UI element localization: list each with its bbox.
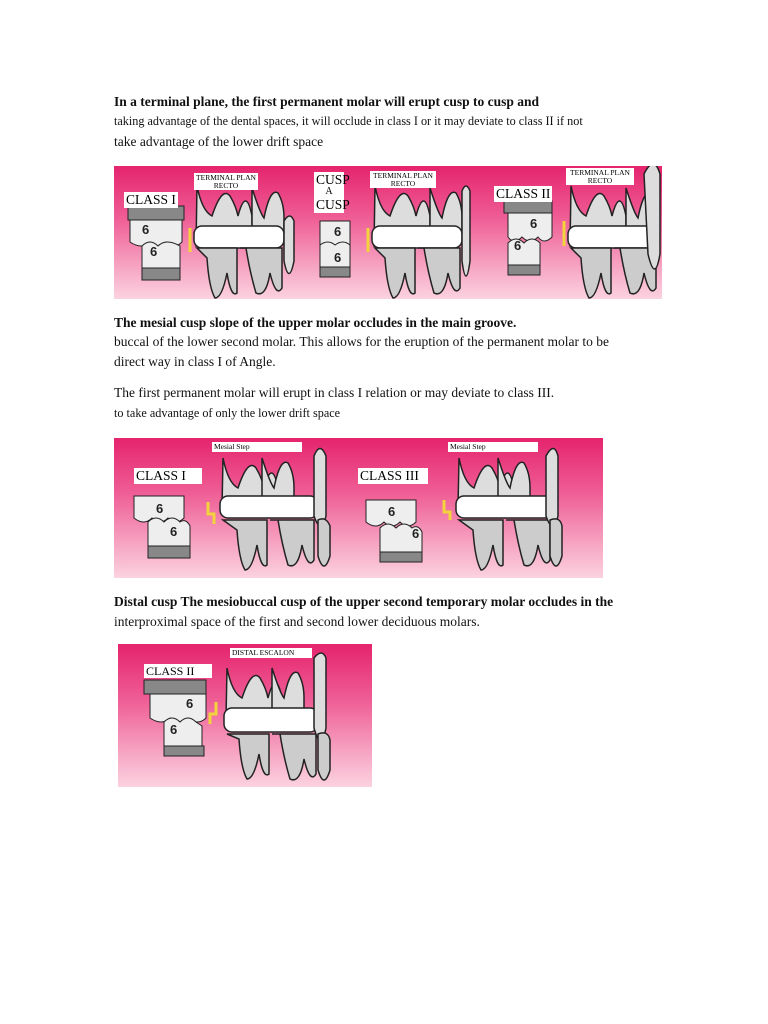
molar-number: 6	[170, 722, 178, 737]
molar-number: 6	[186, 696, 194, 711]
tooth-row-2	[372, 186, 470, 298]
figure-terminal-plane	[114, 166, 662, 299]
label-terminal-plan-1: TERMINAL PLAN RECTO	[194, 173, 258, 190]
tooth-row-4	[220, 449, 330, 571]
label-class-ii: CLASS II	[144, 664, 212, 678]
paragraph-3-line-1: The first permanent molar will erupt in class I relation or may deviate to class III.	[114, 385, 555, 400]
tooth-row-5	[456, 449, 562, 571]
molar-number: 6	[514, 238, 522, 253]
label-class-i: CLASS I	[134, 468, 202, 484]
paragraph-3-line-2: to take advantage of only the lower drift space	[114, 406, 341, 420]
label-class-ii: CLASS II	[496, 186, 551, 201]
tooth-row-1	[194, 186, 294, 298]
molar-number: 6	[388, 504, 396, 519]
paragraph-1-line-2: taking advantage of the dental spaces, it will occlude in class I or it may deviate to class II if not	[114, 114, 583, 128]
tooth-row-3	[568, 166, 660, 298]
label-terminal-plan-2: TERMINAL PLAN RECTO	[370, 171, 436, 188]
molar-block-class-i	[128, 206, 184, 280]
figure-distal-step	[118, 644, 372, 787]
label-class-i: CLASS I	[126, 192, 176, 207]
molar-number: 6	[142, 222, 150, 237]
molar-number: 6	[334, 250, 342, 265]
figure-mesial-step	[114, 438, 603, 578]
paragraph-2-line-3: direct way in class I of Angle.	[114, 354, 276, 369]
molar-number: 6	[412, 526, 420, 541]
label-class-iii: CLASS III	[358, 468, 428, 484]
paragraph-2-heading: The mesial cusp slope of the upper molar occludes in the main groove.	[114, 315, 517, 330]
label-terminal-plan-3: TERMINAL PLAN RECTO	[566, 168, 634, 185]
molar-number: 6	[156, 501, 164, 516]
molar-number: 6	[150, 244, 158, 259]
molar-number: 6	[334, 224, 342, 239]
paragraph-1-line-3: take advantage of the lower drift space	[114, 134, 324, 149]
paragraph-1-heading: In a terminal plane, the first permanent molar will erupt cusp to cusp and	[114, 94, 540, 109]
paragraph-4-heading: Distal cusp The mesiobuccal cusp of the upper second temporary molar occludes in the	[114, 594, 614, 609]
tooth-row-6	[224, 653, 330, 780]
label-mesial-step-1: Mesial Step	[212, 442, 302, 452]
molar-block-class-ii	[504, 201, 552, 275]
paragraph-2-line-2: buccal of the lower second molar. This allows for the eruption of the permanent molar to be	[114, 334, 609, 349]
paragraph-4-line-2: interproximal space of the first and second lower deciduous molars.	[114, 614, 480, 629]
molar-block-class-ii	[144, 680, 206, 756]
label-distal-escalon: DISTAL ESCALON	[230, 648, 312, 658]
teeth-illustration-2	[114, 438, 603, 578]
label-cusp-a-cusp: CUSP A CUSP	[316, 172, 350, 212]
molar-number: 6	[170, 524, 178, 539]
label-mesial-step-2: Mesial Step	[448, 442, 538, 452]
molar-number: 6	[530, 216, 538, 231]
